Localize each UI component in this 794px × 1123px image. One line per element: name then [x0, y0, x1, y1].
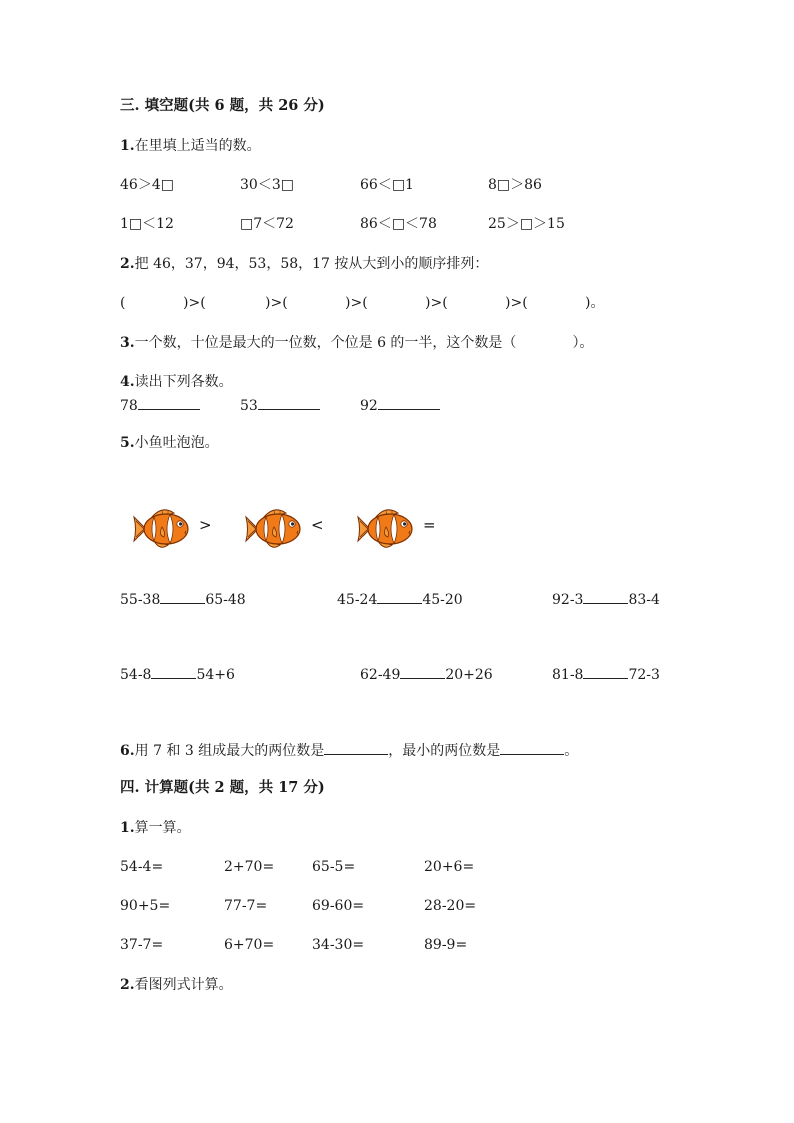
q4-item-1 [120, 395, 200, 415]
section3-heading: 三. 填空题(共 6 题，共 26 分) [120, 97, 325, 114]
q6-line [120, 740, 578, 760]
equals-sign: = [423, 516, 436, 534]
q3-end: ）。 [572, 335, 594, 351]
calc-r2-c3[interactable]: 69-60= [312, 898, 365, 914]
q5-right: 65-48 [205, 592, 246, 608]
q2-prompt [120, 255, 488, 273]
q5-right: 83-4 [628, 592, 660, 608]
clownfish-icon-2 [244, 507, 304, 551]
q5-blank[interactable] [160, 589, 205, 604]
q1-r1-c2[interactable]: 30＜3□ [240, 177, 294, 193]
q4-item-2 [240, 395, 320, 415]
clownfish-icon-3 [356, 507, 416, 551]
q5-number: 5. [120, 435, 135, 451]
q1-text: 在里填上适当的数。 [134, 138, 261, 154]
q6-blank-largest[interactable] [324, 740, 388, 755]
q5-right: 45-20 [422, 592, 463, 608]
q4-prompt [120, 373, 233, 391]
q1-r2-c1[interactable]: 1□＜12 [120, 216, 174, 232]
calc-r1-c2[interactable]: 2+70= [224, 859, 275, 875]
s4-q1-text: 算一算。 [134, 820, 191, 836]
q2-sequence-p4[interactable]: )>( [425, 295, 448, 311]
q6-blank-smallest[interactable] [500, 740, 564, 755]
calc-r1-c4[interactable]: 20+6= [424, 859, 475, 875]
calc-r1-c1[interactable]: 54-4= [120, 859, 164, 875]
q5-text: 小鱼吐泡泡。 [134, 435, 219, 451]
calc-r3-c3[interactable]: 34-30= [312, 937, 365, 953]
less-than-sign: < [311, 516, 324, 534]
q5-compare-1 [120, 589, 246, 609]
q5-blank[interactable] [151, 664, 196, 679]
q5-left: 92-3 [552, 592, 584, 608]
q4-blank-2[interactable] [258, 395, 320, 410]
q6-part3: 。 [564, 743, 579, 759]
q5-compare-2 [337, 589, 463, 609]
q6-number: 6. [120, 743, 135, 759]
s4-q2-prompt [120, 976, 233, 994]
q3-number: 3. [120, 335, 135, 351]
q1-number: 1. [120, 138, 135, 154]
q4-text: 读出下列各数。 [134, 374, 233, 390]
section4-heading: 四. 计算题(共 2 题，共 17 分) [120, 779, 325, 796]
greater-than-sign: > [199, 516, 212, 534]
q1-prompt [120, 137, 261, 155]
q4-blank-1[interactable] [138, 395, 200, 410]
clownfish-icon-1 [132, 507, 192, 551]
q2-sequence-p3[interactable]: )>( [345, 295, 368, 311]
q4-number-78: 78 [120, 398, 138, 414]
q1-r2-c4[interactable]: 25＞□＞15 [488, 216, 565, 232]
q1-r1-c3[interactable]: 66＜□1 [360, 177, 414, 193]
q4-number-53: 53 [240, 398, 258, 414]
s4-q1-number: 1. [120, 820, 135, 836]
calc-r2-c4[interactable]: 28-20= [424, 898, 477, 914]
q5-left: 54-8 [120, 667, 152, 683]
q5-blank[interactable] [583, 589, 628, 604]
q2-sequence-p5[interactable]: )>( [505, 295, 528, 311]
q5-right: 54+6 [196, 667, 235, 683]
calc-r1-c3[interactable]: 65-5= [312, 859, 356, 875]
q5-left: 62-49 [360, 667, 401, 683]
q5-blank[interactable] [583, 664, 628, 679]
q1-r1-c4[interactable]: 8□＞86 [488, 177, 542, 193]
q5-compare-4 [120, 664, 235, 684]
calc-r3-c2[interactable]: 6+70= [224, 937, 275, 953]
q5-right: 72-3 [628, 667, 660, 683]
q2-sequence-p0: ( [120, 295, 126, 311]
s4-q2-text: 看图列式计算。 [134, 977, 233, 993]
q1-r1-c1[interactable]: 46＞4□ [120, 177, 174, 193]
q5-compare-5 [360, 664, 493, 684]
q5-left: 55-38 [120, 592, 161, 608]
q4-blank-3[interactable] [378, 395, 440, 410]
q5-blank[interactable] [377, 589, 422, 604]
q2-text: 把 46，37，94，53，58，17 按从大到小的顺序排列： [134, 256, 489, 272]
q4-number-92: 92 [360, 398, 378, 414]
q6-part1: 用 7 和 3 组成最大的两位数是 [134, 743, 325, 759]
q4-item-3 [360, 395, 440, 415]
q5-right: 20+26 [445, 667, 493, 683]
calc-r2-c2[interactable]: 77-7= [224, 898, 268, 914]
q2-sequence-p1[interactable]: )>( [183, 295, 206, 311]
q5-blank[interactable] [400, 664, 445, 679]
q3-text: 一个数，十位是最大的一位数，个位是 6 的一半，这个数是（ [134, 335, 517, 351]
q5-compare-6 [552, 664, 660, 684]
calc-r3-c1[interactable]: 37-7= [120, 937, 164, 953]
q4-number: 4. [120, 374, 135, 390]
q5-prompt [120, 434, 219, 452]
calc-r2-c1[interactable]: 90+5= [120, 898, 171, 914]
s4-q1-prompt [120, 819, 191, 837]
q5-compare-3 [552, 589, 660, 609]
q1-r2-c2[interactable]: □7＜72 [240, 216, 294, 232]
q3-line [120, 334, 593, 352]
q1-r2-c3[interactable]: 86＜□＜78 [360, 216, 437, 232]
q5-left: 45-24 [337, 592, 378, 608]
q2-sequence-p6[interactable]: )。 [585, 295, 605, 311]
q6-part2: ，最小的两位数是 [388, 743, 501, 759]
q5-left: 81-8 [552, 667, 584, 683]
q2-sequence-p2[interactable]: )>( [265, 295, 288, 311]
s4-q2-number: 2. [120, 977, 135, 993]
q2-number: 2. [120, 256, 135, 272]
calc-r3-c4[interactable]: 89-9= [424, 937, 468, 953]
